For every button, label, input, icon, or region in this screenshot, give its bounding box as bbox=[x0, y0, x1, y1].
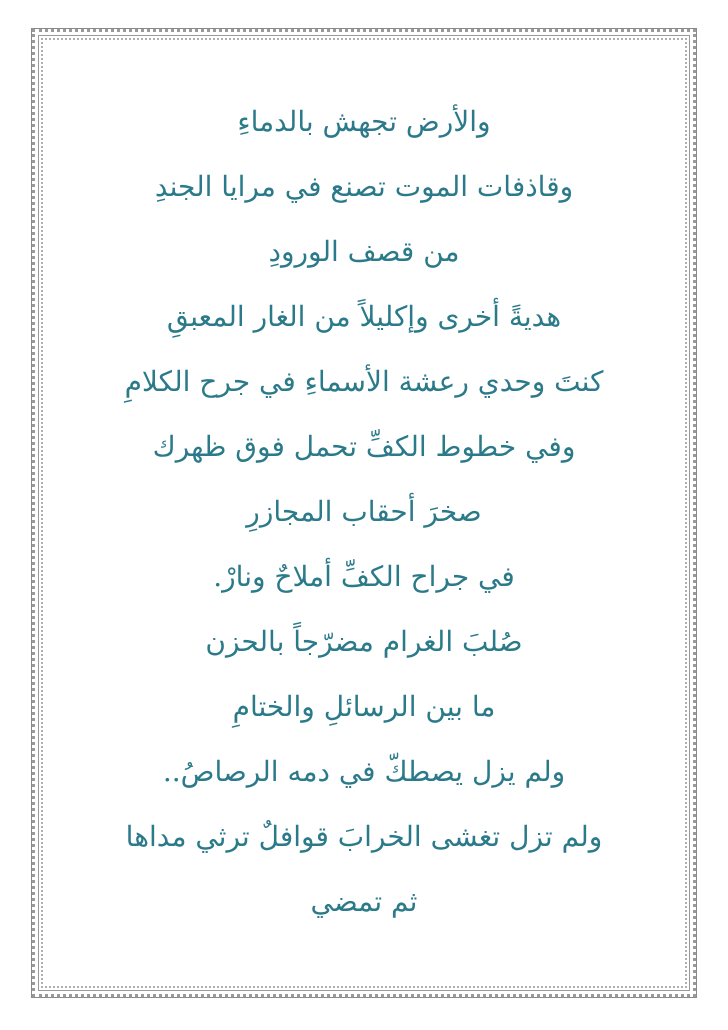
poem-line: صُلبَ الغرام مضرّجاً بالحزن bbox=[205, 625, 523, 658]
poem-line: في جراح الكفِّ أملاحٌ ونارْ. bbox=[213, 560, 515, 593]
poem-line: صخرَ أحقاب المجازرِ bbox=[246, 495, 482, 528]
poem-line: من قصف الورودِ bbox=[268, 235, 460, 268]
poem-line: وقاذفات الموت تصنع في مرايا الجندِ bbox=[154, 170, 574, 203]
poem-line: ثم تمضي bbox=[310, 885, 418, 918]
poem-line: كنتَ وحدي رعشة الأسماءِ في جرح الكلامِ bbox=[124, 365, 604, 398]
poem-line: ولم يزل يصطكّ في دمه الرصاصُ.. bbox=[162, 755, 566, 788]
poem-line: والأرض تجهش بالدماءِ bbox=[237, 105, 491, 138]
poem-text bbox=[60, 98, 668, 943]
poem-line: هديةً أخرى وإكليلاً من الغار المعبقِ bbox=[166, 300, 562, 333]
poem-line: ما بين الرسائلِ والختامِ bbox=[232, 690, 496, 723]
poem-line: وفي خطوط الكفِّ تحمل فوق ظهرك bbox=[152, 430, 576, 463]
poem-line: ولم تزل تغشى الخرابَ قوافلٌ ترثي مداها bbox=[125, 820, 603, 853]
